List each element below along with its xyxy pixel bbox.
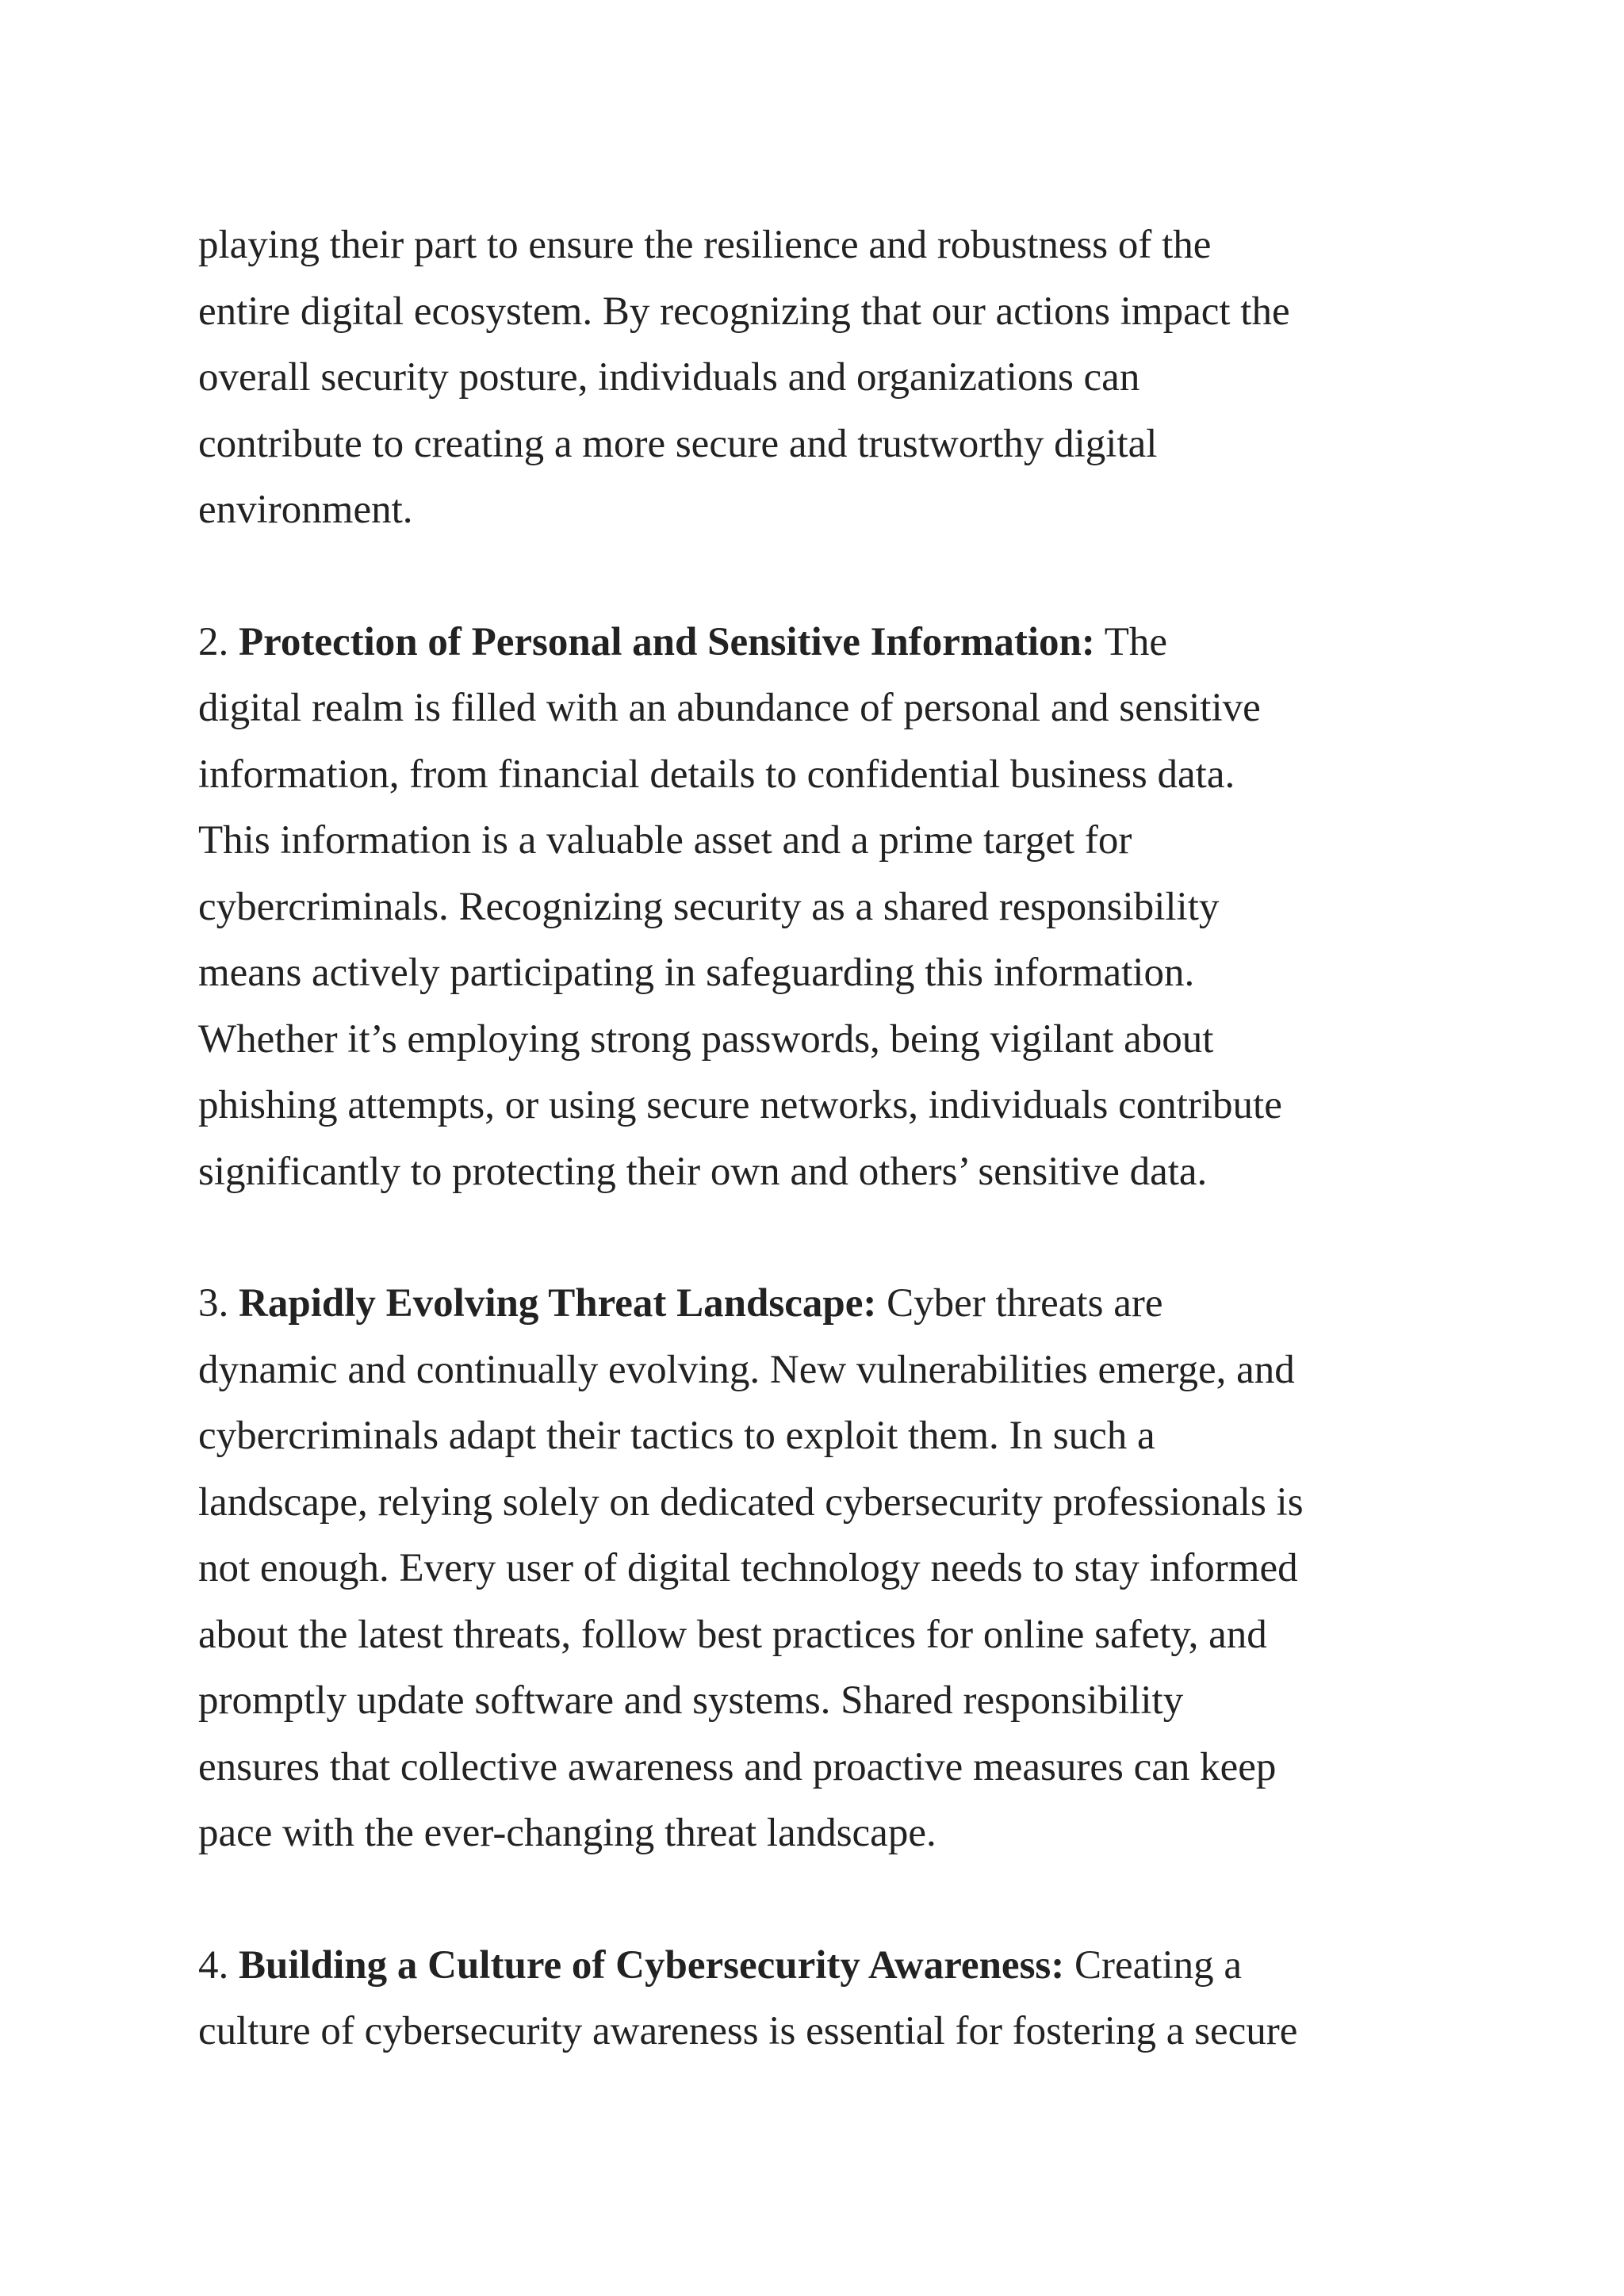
item-text: Creating a xyxy=(1064,1942,1242,1988)
text-line: contribute to creating a more secure and trustworthy digital xyxy=(198,421,1158,466)
text-line: promptly update software and systems. Shared responsibility xyxy=(198,1678,1184,1723)
text-line: This information is a valuable asset and a prime target for xyxy=(198,818,1132,863)
text-line: about the latest threats, follow best practices for online safety, and xyxy=(198,1612,1267,1657)
text-line: significantly to protecting their own and others’ sensitive data. xyxy=(198,1149,1208,1194)
text-line: cybercriminals. Recognizing security as a shared responsibility xyxy=(198,884,1220,929)
item-number: 2. xyxy=(198,619,239,664)
document-page xyxy=(198,212,1467,2131)
paragraph-item-4 xyxy=(198,1933,1467,2065)
text-line: culture of cybersecurity awareness is essential for fostering a secure xyxy=(198,2009,1298,2053)
paragraph-item-3 xyxy=(198,1271,1467,1867)
paragraph-continuation xyxy=(198,212,1467,544)
text-line: not enough. Every user of digital technology needs to stay informed xyxy=(198,1546,1298,1590)
item-text: Cyber threats are xyxy=(876,1281,1163,1326)
text-line: means actively participating in safeguarding this information. xyxy=(198,951,1195,995)
text-line xyxy=(198,610,1467,676)
text-line: pace with the ever-changing threat landscape. xyxy=(198,1811,936,1855)
text-line: dynamic and continually evolving. New vulnerabilities emerge, and xyxy=(198,1347,1295,1392)
text-line: environment. xyxy=(198,488,413,532)
text-line xyxy=(198,1933,1467,1999)
text-line: ensures that collective awareness and proactive measures can keep xyxy=(198,1744,1277,1789)
text-line: overall security posture, individuals and organizations can xyxy=(198,355,1140,400)
item-number: 4. xyxy=(198,1942,239,1988)
item-number: 3. xyxy=(198,1281,239,1326)
text-line: phishing attempts, or using secure networks, individuals contribute xyxy=(198,1083,1282,1127)
text-line: playing their part to ensure the resilience and robustness of the xyxy=(198,223,1212,267)
text-line: landscape, relying solely on dedicated cybersecurity professionals is xyxy=(198,1479,1304,1525)
text-line: Whether it’s employing strong passwords, being vigilant about xyxy=(198,1016,1214,1062)
text-line: information, from financial details to confidential business data. xyxy=(198,752,1235,797)
text-line: entire digital ecosystem. By recognizing that our actions impact the xyxy=(198,289,1290,334)
item-text: The xyxy=(1094,619,1168,664)
text-line xyxy=(198,1271,1467,1337)
item-heading: Protection of Personal and Sensitive Information: xyxy=(239,619,1095,664)
item-heading: Rapidly Evolving Threat Landscape: xyxy=(239,1281,877,1326)
text-line: cybercriminals adapt their tactics to exploit them. In such a xyxy=(198,1414,1155,1458)
item-heading: Building a Culture of Cybersecurity Awareness: xyxy=(239,1942,1065,1988)
paragraph-item-2 xyxy=(198,610,1467,1206)
text-line: digital realm is filled with an abundance of personal and sensitive xyxy=(198,686,1261,730)
